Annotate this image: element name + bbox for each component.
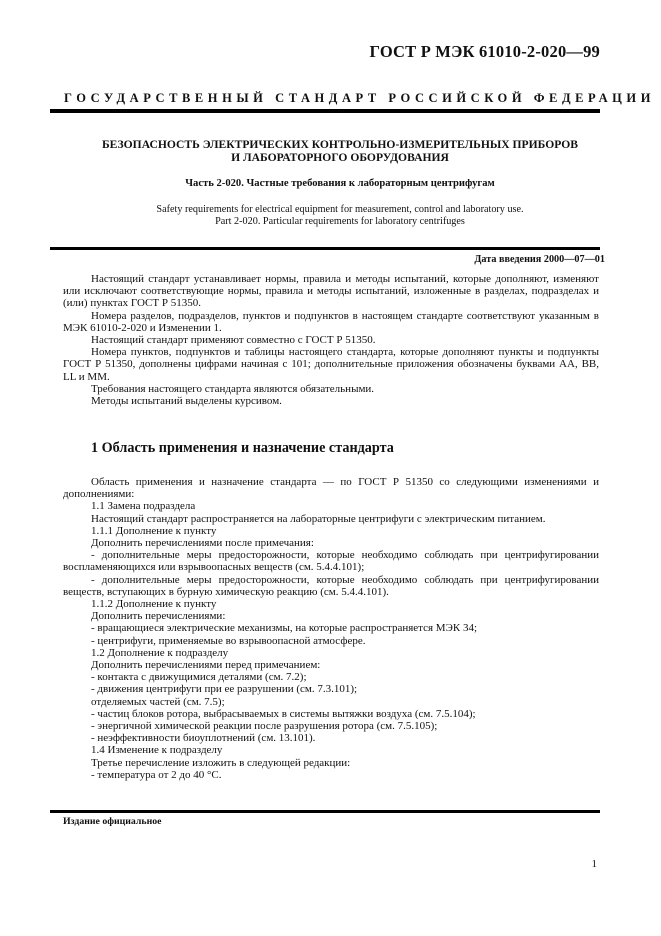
- list-item: - центрифуги, применяемые во взрывоопасной атмосфере.: [91, 634, 366, 647]
- english-title-line1: Safety requirements for electrical equipment for measurement, control and laboratory use.: [156, 204, 524, 215]
- clause-text: Третье перечисление изложить в следующей редакции:: [91, 756, 351, 769]
- list-item: - энергичной химической реакции после разрушения ротора (см. 7.5.105);: [91, 720, 438, 733]
- clause-1-1-heading: 1.1 Замена подраздела: [91, 500, 196, 513]
- english-title-line2: Part 2-020. Particular requirements for laboratory centrifuges: [215, 216, 465, 227]
- list-item: - частиц блоков ротора, выбрасываемых в системы вытяжки воздуха (см. 7.5.104);: [91, 707, 476, 720]
- intro-paragraph: Номера пунктов, подпунктов и таблицы настоящего стандарта, которые дополняют пункты и подпункты ГОСТ Р 51350, дополнены цифрами начиная с 101; дополнительные приложения обозначены буквами АА, ВВ, LL и ММ.: [63, 346, 599, 383]
- clause-text: Дополнить перечислениями:: [91, 610, 226, 623]
- intro-section: [63, 273, 599, 407]
- list-item: - температура от 2 до 40 °С.: [91, 768, 222, 781]
- list-item: отделяемых частей (см. 7.5);: [91, 695, 225, 708]
- introduction-date: Дата введения 2000—07—01: [474, 254, 605, 265]
- intro-paragraph: Методы испытаний выделены курсивом.: [91, 395, 282, 408]
- list-item: - движения центрифуги при ее разрушении (см. 7.3.101);: [91, 683, 358, 696]
- state-standard-heading: ГОСУДАРСТВЕННЫЙ СТАНДАРТ РОССИЙСКОЙ ФЕДЕРАЦИИ: [64, 91, 655, 105]
- document-code: ГОСТ Р МЭК 61010-2-020—99: [369, 42, 600, 61]
- main-title: [60, 138, 620, 164]
- list-item: - дополнительные меры предосторожности, которые необходимо соблюдать при центрифугировании воспламеняющихся или взрывоопасных веществ (см. 5.4.4.101);: [63, 549, 599, 574]
- header-rule: [50, 109, 600, 113]
- clause-1-1-1-text: Дополнить перечислениями после примечания:: [91, 537, 314, 550]
- clause-1-1-2-heading: 1.1.2 Дополнение к пункту: [91, 598, 217, 611]
- section-1-body: [63, 476, 599, 781]
- list-item: - неэффективности биоуплотнений (см. 13.101).: [91, 732, 316, 745]
- main-title-line2: И ЛАБОРАТОРНОГО ОБОРУДОВАНИЯ: [231, 151, 449, 164]
- clause-text: Дополнить перечислениями перед примечанием:: [91, 659, 321, 672]
- intro-paragraph: Настоящий стандарт устанавливает нормы, правила и методы испытаний, которые дополняют, изменяют или исключают соответствующие нормы, правила и методы испытаний, изложенные в разделах, подразделах и (или) пунктах ГОСТ Р 51350.: [63, 273, 599, 310]
- section-1-heading: 1 Область применения и назначение стандарта: [91, 440, 394, 456]
- intro-paragraph: Требования настоящего стандарта являются обязательными.: [91, 382, 375, 395]
- intro-paragraph: Номера разделов, подразделов, пунктов и подпунктов в настоящем стандарте соответствуют указанным в МЭК 61010-2-020 и Изменении 1.: [63, 309, 599, 334]
- clause-1-2-heading: 1.2 Дополнение к подразделу: [91, 646, 229, 659]
- footer-rule: [50, 810, 600, 813]
- section-lead-paragraph: Область применения и назначение стандарта — по ГОСТ Р 51350 со следующими изменениями и дополнениями:: [63, 476, 599, 501]
- official-edition-note: Издание официальное: [63, 816, 162, 827]
- clause-1-4-heading: 1.4 Изменение к подразделу: [91, 744, 223, 757]
- title-rule: [50, 247, 600, 250]
- clause-1-1-text: Настоящий стандарт распространяется на лабораторные центрифуги с электрическим питанием.: [91, 512, 546, 525]
- clause-1-1-1-heading: 1.1.1 Дополнение к пункту: [91, 524, 217, 537]
- list-item: - контакта с движущимися деталями (см. 7.2);: [91, 671, 307, 684]
- page-number: 1: [591, 858, 597, 870]
- list-item: - вращающиеся электрические механизмы, на которые распространяется МЭК 34;: [91, 622, 477, 635]
- main-title-line1: БЕЗОПАСНОСТЬ ЭЛЕКТРИЧЕСКИХ КОНТРОЛЬНО-ИЗМЕРИТЕЛЬНЫХ ПРИБОРОВ: [102, 138, 578, 151]
- english-title: [60, 204, 620, 228]
- part-title: Часть 2-020. Частные требования к лабораторным центрифугам: [185, 178, 495, 189]
- intro-paragraph: Настоящий стандарт применяют совместно с ГОСТ Р 51350.: [91, 334, 376, 347]
- list-item: - дополнительные меры предосторожности, которые необходимо соблюдать при центрифугировании веществ, вступающих в бурную химическую реакцию (см. 5.4.4.101).: [63, 573, 599, 598]
